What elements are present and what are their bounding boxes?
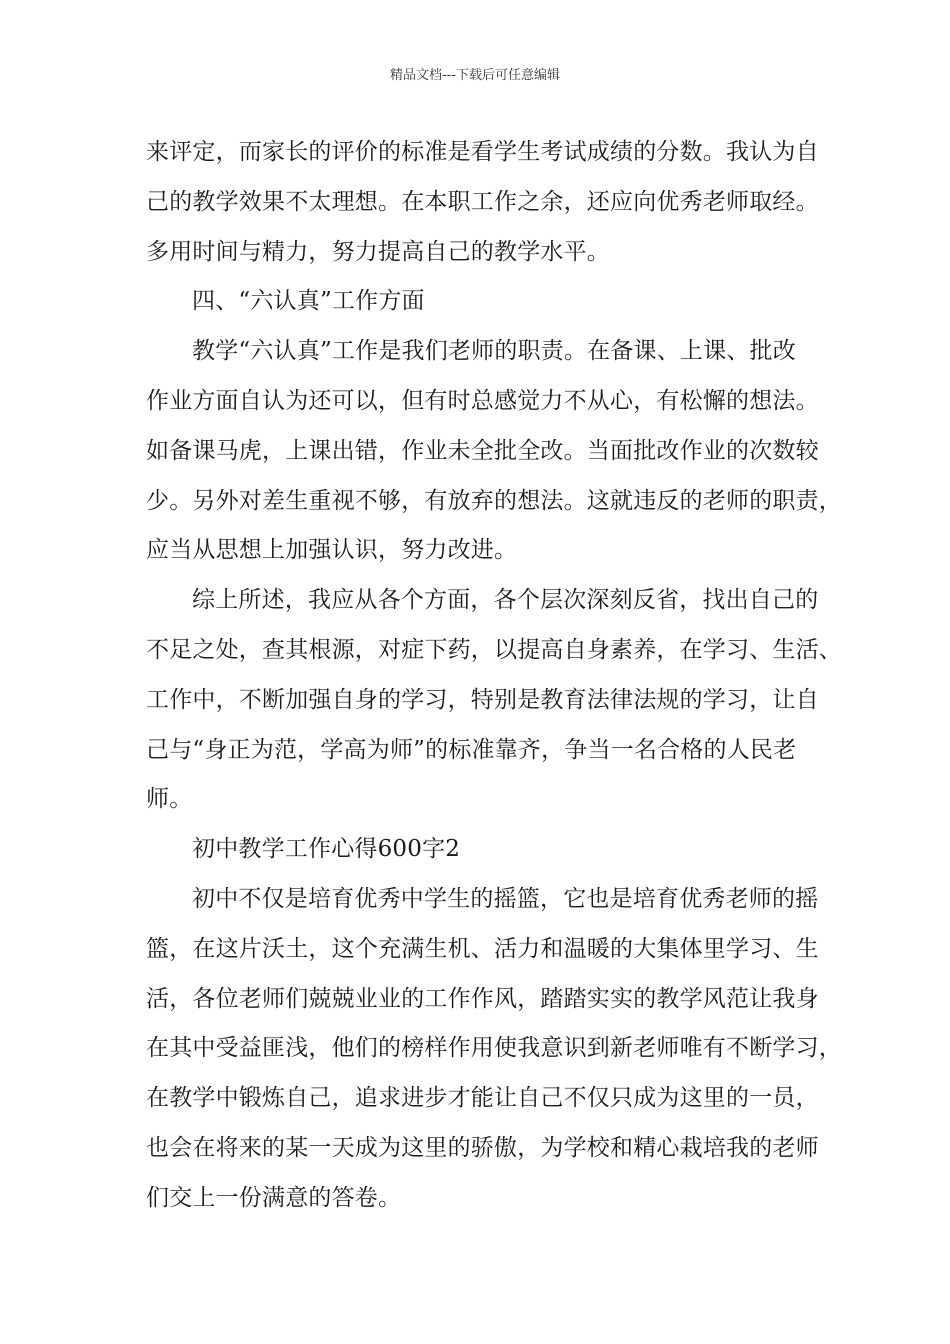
text-line: 己的教学效果不太理想。在本职工作之余，还应向优秀老师取经。 — [146, 188, 819, 215]
text-line: 不足之处，查其根源，对症下药，以提高自身素养，在学习、生活、 — [146, 636, 842, 663]
page-header: 精品文档---下载后可任意编辑 — [389, 68, 561, 83]
text-line: 在教学中锻炼自己，追求进步才能让自己不仅只成为这里的一员， — [146, 1085, 819, 1112]
text-line: 如备课马虎，上课出错，作业未全批全改。当面批改作业的次数较 — [146, 437, 819, 464]
section-heading: 四、“六认真”工作方面 — [192, 288, 425, 315]
text-line: 作业方面自认为还可以，但有时总感觉力不从心，有松懈的想法。 — [146, 387, 819, 414]
text-line: 师。 — [146, 786, 193, 813]
text-line: 多用时间与精力，努力提高自己的教学水平。 — [146, 238, 610, 265]
text-line: 们交上一份满意的答卷。 — [146, 1184, 402, 1211]
text-line: 教学“六认真”工作是我们老师的职责。在备课、上课、批改 — [192, 338, 796, 365]
text-line: 应当从思想上加强认识，努力改进。 — [146, 537, 518, 564]
text-line: 篮，在这片沃土，这个充满生机、活力和温暖的大集体里学习、生 — [146, 935, 819, 962]
text-line: 综上所述，我应从各个方面，各个层次深刻反省，找出自己的 — [192, 587, 819, 614]
text-line: 活，各位老师们兢兢业业的工作作风，踏踏实实的教学风范让我身 — [146, 985, 819, 1012]
text-line: 少。另外对差生重视不够，有放弃的想法。这就违反的老师的职责， — [146, 487, 842, 514]
text-line: 来评定，而家长的评价的标准是看学生考试成绩的分数。我认为自 — [146, 139, 819, 165]
document-body — [146, 132, 842, 1228]
text-line: 工作中，不断加强自身的学习，特别是教育法律法规的学习，让自 — [146, 686, 819, 713]
text-line: 在其中受益匪浅，他们的榜样作用使我意识到新老师唯有不断学习， — [146, 1035, 842, 1062]
text-line: 己与“身正为范，学高为师”的标准靠齐，争当一名合格的人民老 — [146, 736, 797, 763]
text-line: 初中不仅是培育优秀中学生的摇篮，它也是培育优秀老师的摇 — [192, 885, 819, 912]
text-line: 也会在将来的某一天成为这里的骄傲，为学校和精心栽培我的老师 — [146, 1134, 819, 1161]
section-heading: 初中教学工作心得600字2 — [192, 836, 461, 863]
